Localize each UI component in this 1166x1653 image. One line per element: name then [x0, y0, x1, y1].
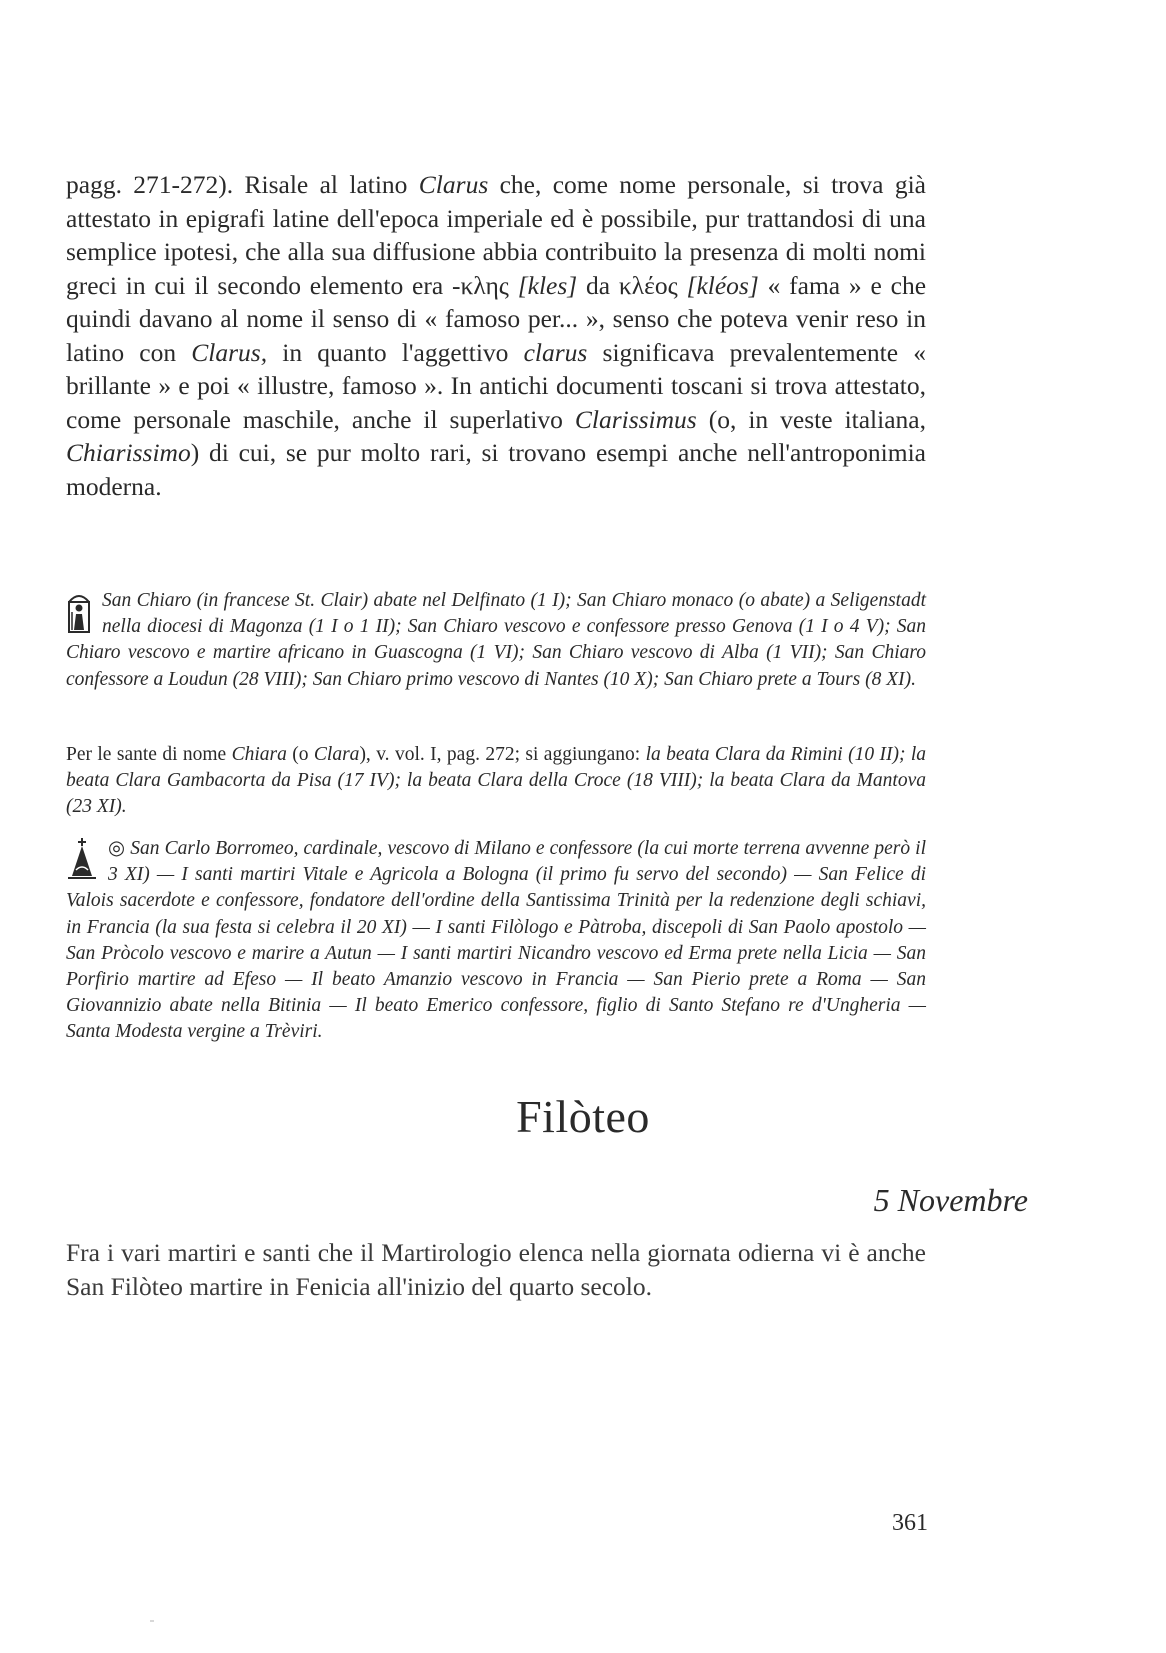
text-run: « fama » e che quindi davano al nome il senso di « famoso per... », senso che poteva venir reso in latino con — [66, 270, 927, 367]
text-run: pagg. 271-272). Risale al latino — [66, 170, 419, 199]
saints-of-day-note — [66, 836, 926, 1046]
main-paragraph — [66, 168, 926, 503]
text-run: (o — [286, 744, 314, 765]
page-number: 361 — [892, 1510, 928, 1536]
italic-term: Clarissimus — [574, 404, 697, 434]
female-saints-note — [66, 742, 926, 821]
scan-artifact — [150, 1620, 154, 1622]
saints-of-day-text: ◎ San Carlo Borromeo, cardinale, vescovo di Milano e confessore (la cui morte terrena avvenne però il 3 XI) — I santi martiri Vitale e Agricola a Bologna (il primo fu servo del secondo) — San Felice di Valois sacerdote e confessore, fondatore dell'ordine della Santissima Trinità per la redenzione degli schiavi, in Francia (la sua festa si celebra il 20 XI) — I santi Filòlogo e Pàtroba, discepoli di San Paolo apostolo — San Pròcolo vescovo e marire a Autun — I santi martiri Nicandro vescovo ed Erma prete nella Licia — San Porfirio martire ad Efeso — Il beato Amanzio vescovo in Francia — San Pierio prete a Roma — San Giovannizio abate nella Bitinia — Il beato Emerico confessore, figlio di Santo Stefano re d'Ungheria — Santa Modesta vergine a Trèviri. — [66, 838, 926, 1043]
entry-paragraph: Fra i vari martiri e santi che il Martirologio elenca nella giornata odierna vi è anche San Filòteo martire in Fenicia all'inizio del quarto secolo. — [66, 1238, 926, 1301]
italic-term: Chiara — [231, 744, 287, 765]
italic-term: Clarus — [418, 170, 489, 199]
text-run: Per le sante di nome — [66, 744, 232, 765]
saints-note-text: San Chiaro (in francese St. Clair) abate nel Delfinato (1 I); San Chiaro monaco (o abate) a Seligenstadt nella diocesi di Magonza (1 I o 1 II); San Chiaro vescovo e confessore presso Genova (1 I o 4 V); San Chiaro vescovo e martire africano in Guascogna (1 VI); San Chiaro vescovo di Alba (1 VII); San Chiaro confessore a Loudun (28 VIII); San Chiaro primo vescovo di Nantes (10 X); San Chiaro prete a Tours (8 XI). — [66, 590, 926, 690]
text-run: in quanto l'aggettivo — [267, 337, 524, 367]
entry-title: Filòteo — [516, 1091, 650, 1142]
italic-term: Clarus, — [191, 337, 268, 367]
italic-term: Chiarissimo — [66, 438, 191, 467]
entry-date: 5 Novembre — [873, 1182, 1028, 1218]
text-run: che, come nome personale, si trova già attestato in epigrafi latine dell'epoca imperiale ed è possibile, pur trattandosi di una semplice ipotesi, che alla sua diffusione abbia contribuito la presenza di molti nomi greci in cui il secondo elemento era -κλης — [66, 170, 926, 300]
text-run: significava prevalentemente « brillante » e poi « illustre, famoso ». In antichi documenti toscani si trova attestato, come personale maschile, anche il superlativo — [66, 337, 926, 434]
saints-note — [66, 588, 926, 693]
text-run: (o, in veste italiana, — [696, 404, 926, 434]
saints-of-day-icon — [66, 836, 100, 886]
italic-term: [kléos] — [686, 270, 759, 300]
italic-term: clarus — [523, 337, 588, 367]
female-saints-list: la beata Clara da Rimini (10 II); la beata Clara Gambacorta da Pisa (17 IV); la beata Clara della Croce (18 VIII); la beata Clara da Mantova (23 XI). — [66, 744, 926, 818]
text-run: da κλέος — [577, 270, 687, 300]
text-run: ) di cui, se pur molto rari, si trovano esempi anche nell'antroponimia moderna. — [66, 438, 926, 501]
italic-term: Clara — [313, 744, 360, 765]
italic-term: [kles] — [517, 270, 578, 300]
saint-figure-icon — [66, 588, 94, 638]
text-run: ), v. vol. I, pag. 272; si aggiungano: — [359, 744, 646, 765]
